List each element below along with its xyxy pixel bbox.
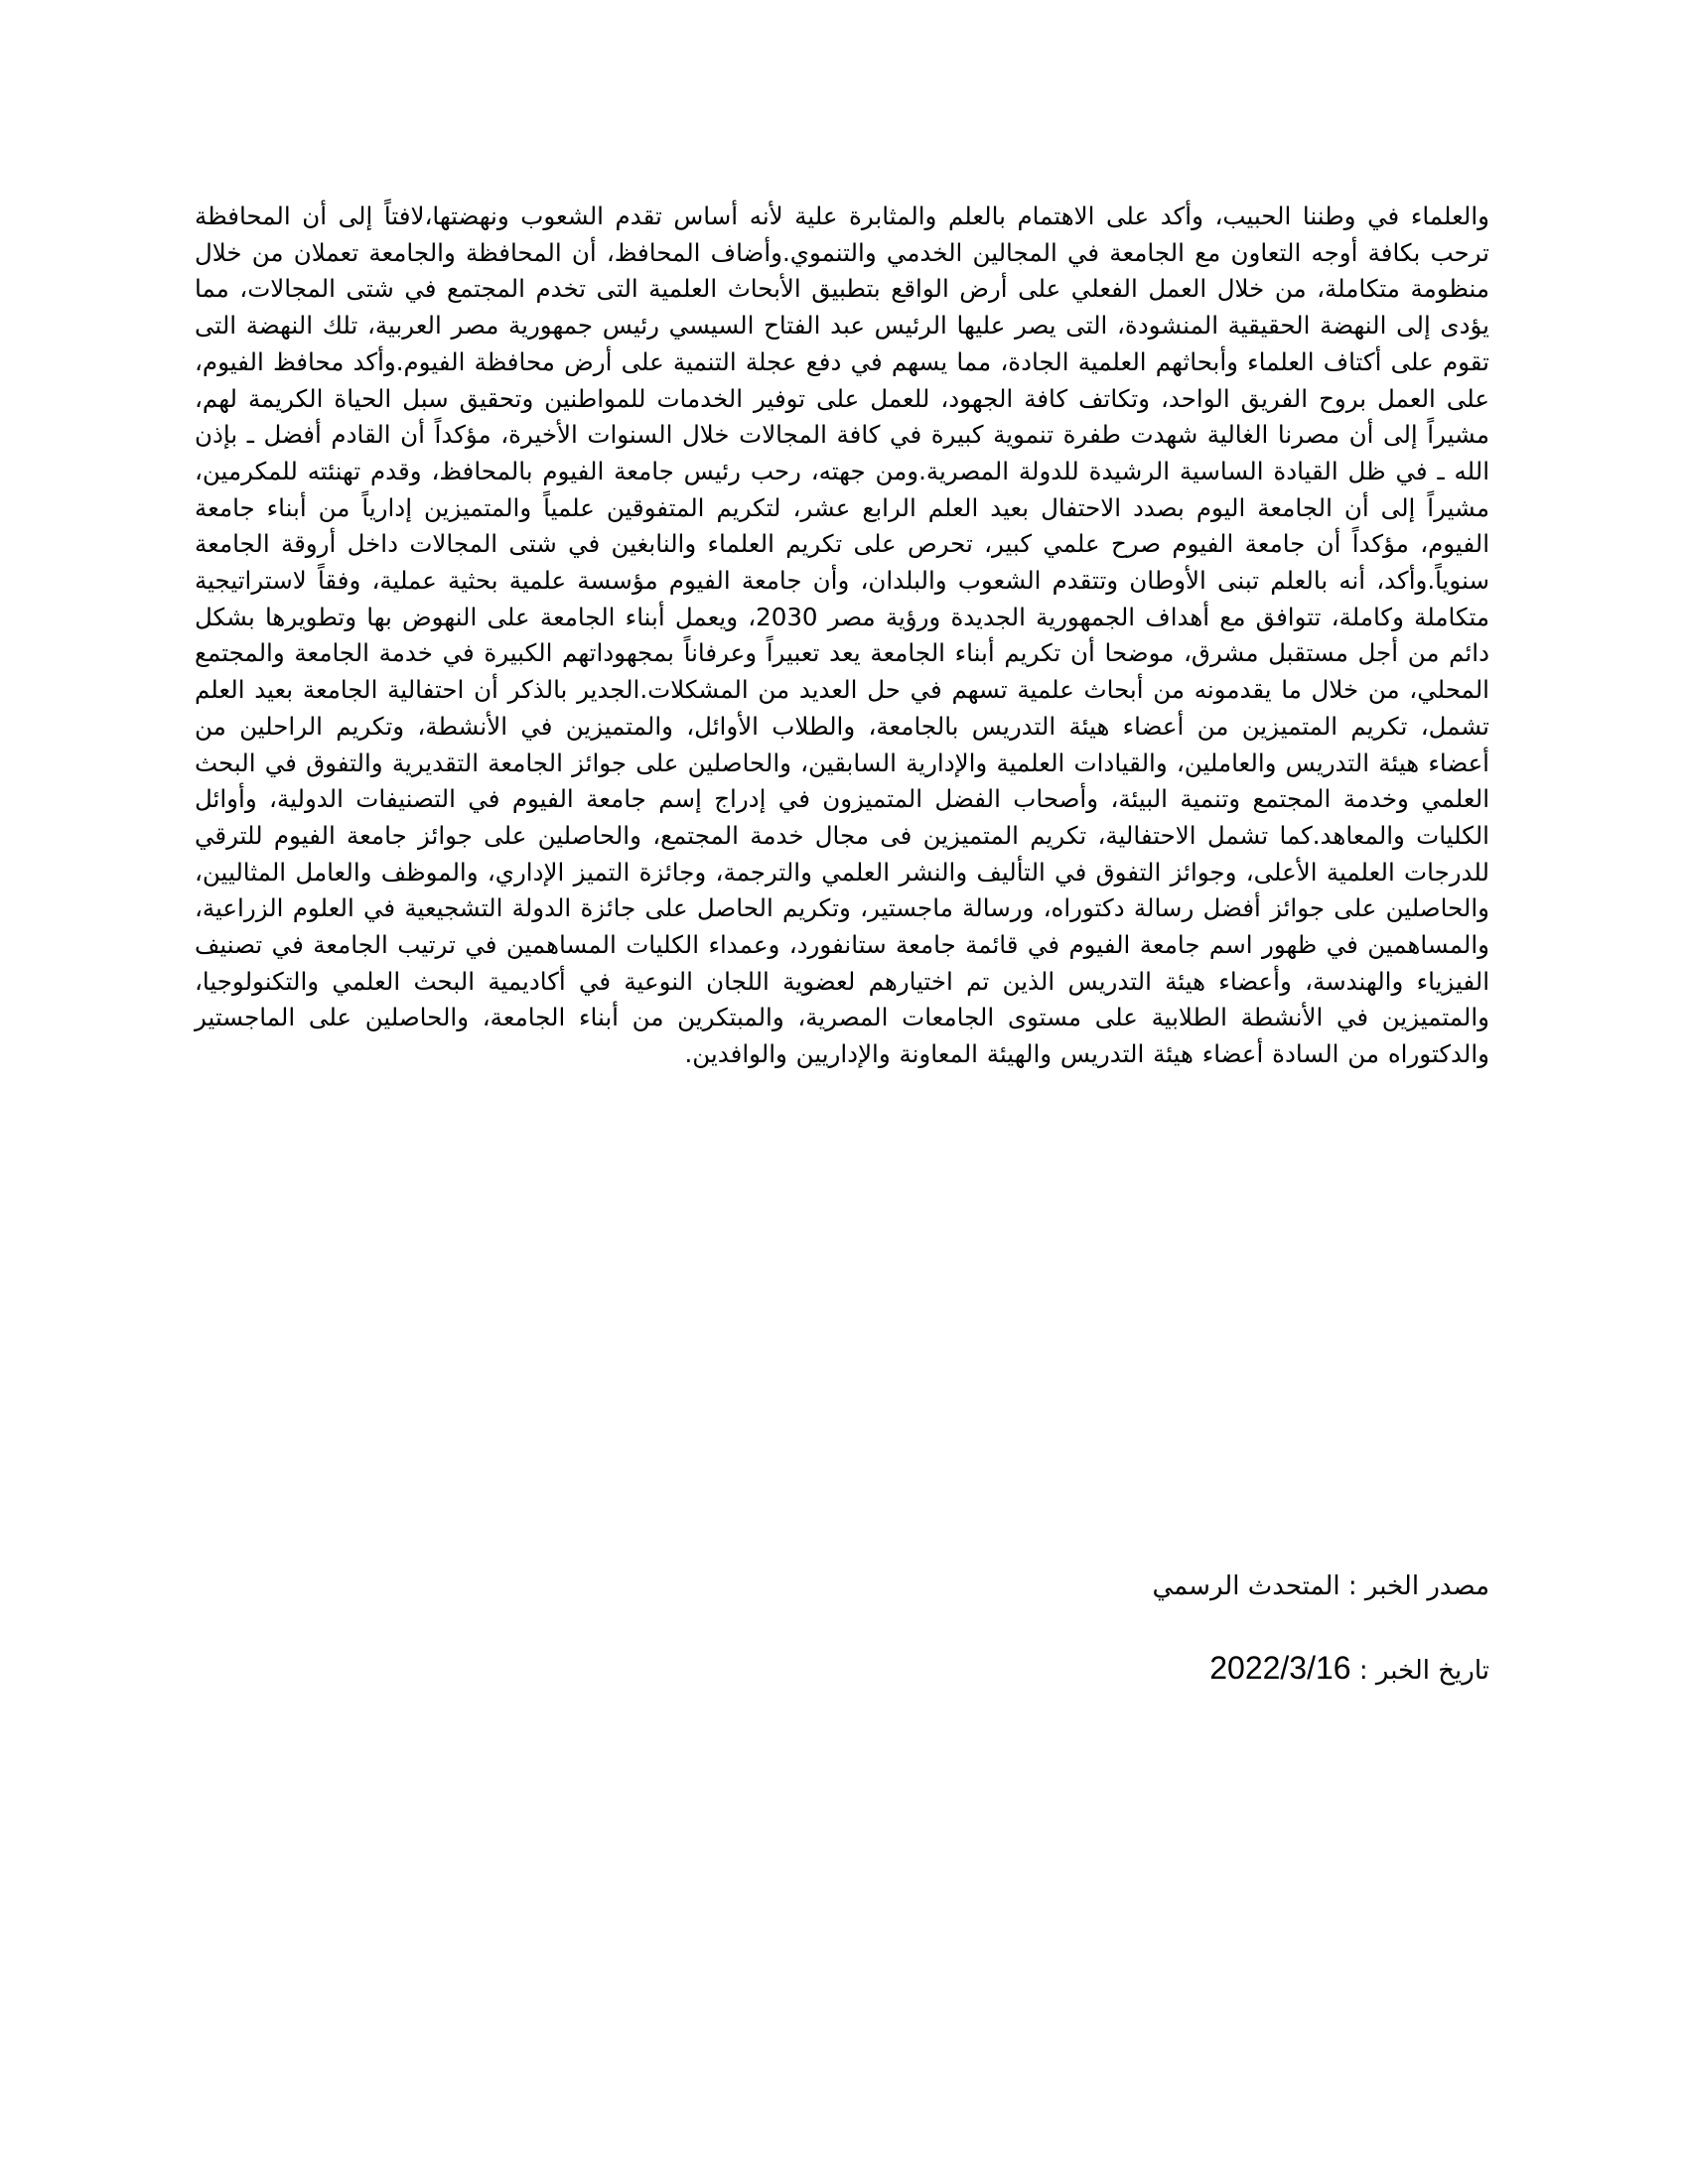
news-date-value: 2022/3/16 bbox=[1209, 1650, 1351, 1686]
news-date-label: تاريخ الخبر : bbox=[1358, 1656, 1489, 1686]
news-source: مصدر الخبر : المتحدث الرسمي bbox=[1152, 1571, 1489, 1601]
article-body: والعلماء في وطننا الحبيب، وأكد على الاهتمام بالعلم والمثابرة علية لأنه أساس تقدم الشعوب ونهضتها،لافتاً إلى أن المحافظة ترحب بكافة أوجه التعاون مع الجامعة في المجالين الخدمي والتنموي.وأضاف المحافظ، أن المحافظة والجامعة تعملان من خلال منظومة متكاملة، من خلال العمل الفعلي على أرض الواقع بتطبيق الأبحاث العلمية التى تخدم المجتمع في شتى المجالات، مما يؤدى إلى النهضة الحقيقية المنشودة، التى يصر عليها الرئيس عبد الفتاح السيسي رئيس جمهورية مصر العربية، تلك النهضة التى تقوم على أكتاف العلماء وأبحاثهم العلمية الجادة، مما يسهم في دفع عجلة التنمية على أرض محافظة الفيوم.وأكد محافظ الفيوم، على العمل بروح الفريق الواحد، وتكاتف كافة الجهود، للعمل على توفير الخدمات للمواطنين وتحقيق سبل الحياة الكريمة لهم، مشيراً إلى أن مصرنا الغالية شهدت طفرة تنموية كبيرة في كافة المجالات خلال السنوات الأخيرة، مؤكداً أن القادم أفضل ـ بإذن الله ـ في ظل القيادة الساسية الرشيدة للدولة المصرية.ومن جهته، رحب رئيس جامعة الفيوم بالمحافظ، وقدم تهنئته للمكرمين، مشيراً إلى أن الجامعة اليوم بصدد الاحتفال بعيد العلم الرابع عشر، لتكريم المتفوقين علمياً والمتميزين إدارياً من أبناء جامعة الفيوم، مؤكداً أن جامعة الفيوم صرح علمي كبير، تحرص على تكريم العلماء والنابغين في شتى المجالات داخل أروقة الجامعة سنوياً.وأكد، أنه بالعلم تبنى الأوطان وتتقدم الشعوب والبلدان، وأن جامعة الفيوم مؤسسة علمية بحثية عملية، وفقاً لاستراتيجية متكاملة وكاملة، تتوافق مع أهداف الجمهورية الجديدة ورؤية مصر 2030، ويعمل أبناء الجامعة على النهوض بها وتطويرها بشكل دائم من أجل مستقبل مشرق، موضحا أن تكريم أبناء الجامعة يعد تعبيراً وعرفاناً بمجهوداتهم الكبيرة في خدمة الجامعة والمجتمع المحلي، من خلال ما يقدمونه من أبحاث علمية تسهم في حل العديد من المشكلات.الجدير بالذكر أن احتفالية الجامعة بعيد العلم تشمل، تكريم المتميزين من أعضاء هيئة التدريس بالجامعة، والطلاب الأوائل، والمتميزين في الأنشطة، وتكريم الراحلين من أعضاء هيئة التدريس والعاملين، والقيادات العلمية والإدارية السابقين، والحاصلين على جوائز الجامعة التقديرية والتفوق في البحث العلمي وخدمة المجتمع وتنمية البيئة، وأصحاب الفضل المتميزون في إدراج إسم جامعة الفيوم في التصنيفات الدولية، وأوائل الكليات والمعاهد.كما تشمل الاحتفالية، تكريم المتميزين فى مجال خدمة المجتمع، والحاصلين على جوائز جامعة الفيوم للترقي للدرجات العلمية الأعلى، وجوائز التفوق في التأليف والنشر العلمي والترجمة، وجائزة التميز الإداري، والموظف والعامل المثاليين، والحاصلين على جوائز أفضل رسالة دكتوراه، ورسالة ماجستير، وتكريم الحاصل على جائزة الدولة التشجيعية في العلوم الزراعية، والمساهمين في ظهور اسم جامعة الفيوم في قائمة جامعة ستانفورد، وعمداء الكليات المساهمين في ترتيب الجامعة في تصنيف الفيزياء والهندسة، وأعضاء هيئة التدريس الذين تم اختيارهم لعضوية اللجان النوعية في أكاديمية البحث العلمي والتكنولوجيا، والمتميزين في الأنشطة الطلابية على مستوى الجامعات المصرية، والمبتكرين من أبناء الجامعة، والحاصلين على الماجستير والدكتوراه من السادة أعضاء هيئة التدريس والهيئة المعاونة والإداريين والوافدين. bbox=[195, 202, 1489, 1069]
news-date-line bbox=[1209, 1650, 1489, 1687]
